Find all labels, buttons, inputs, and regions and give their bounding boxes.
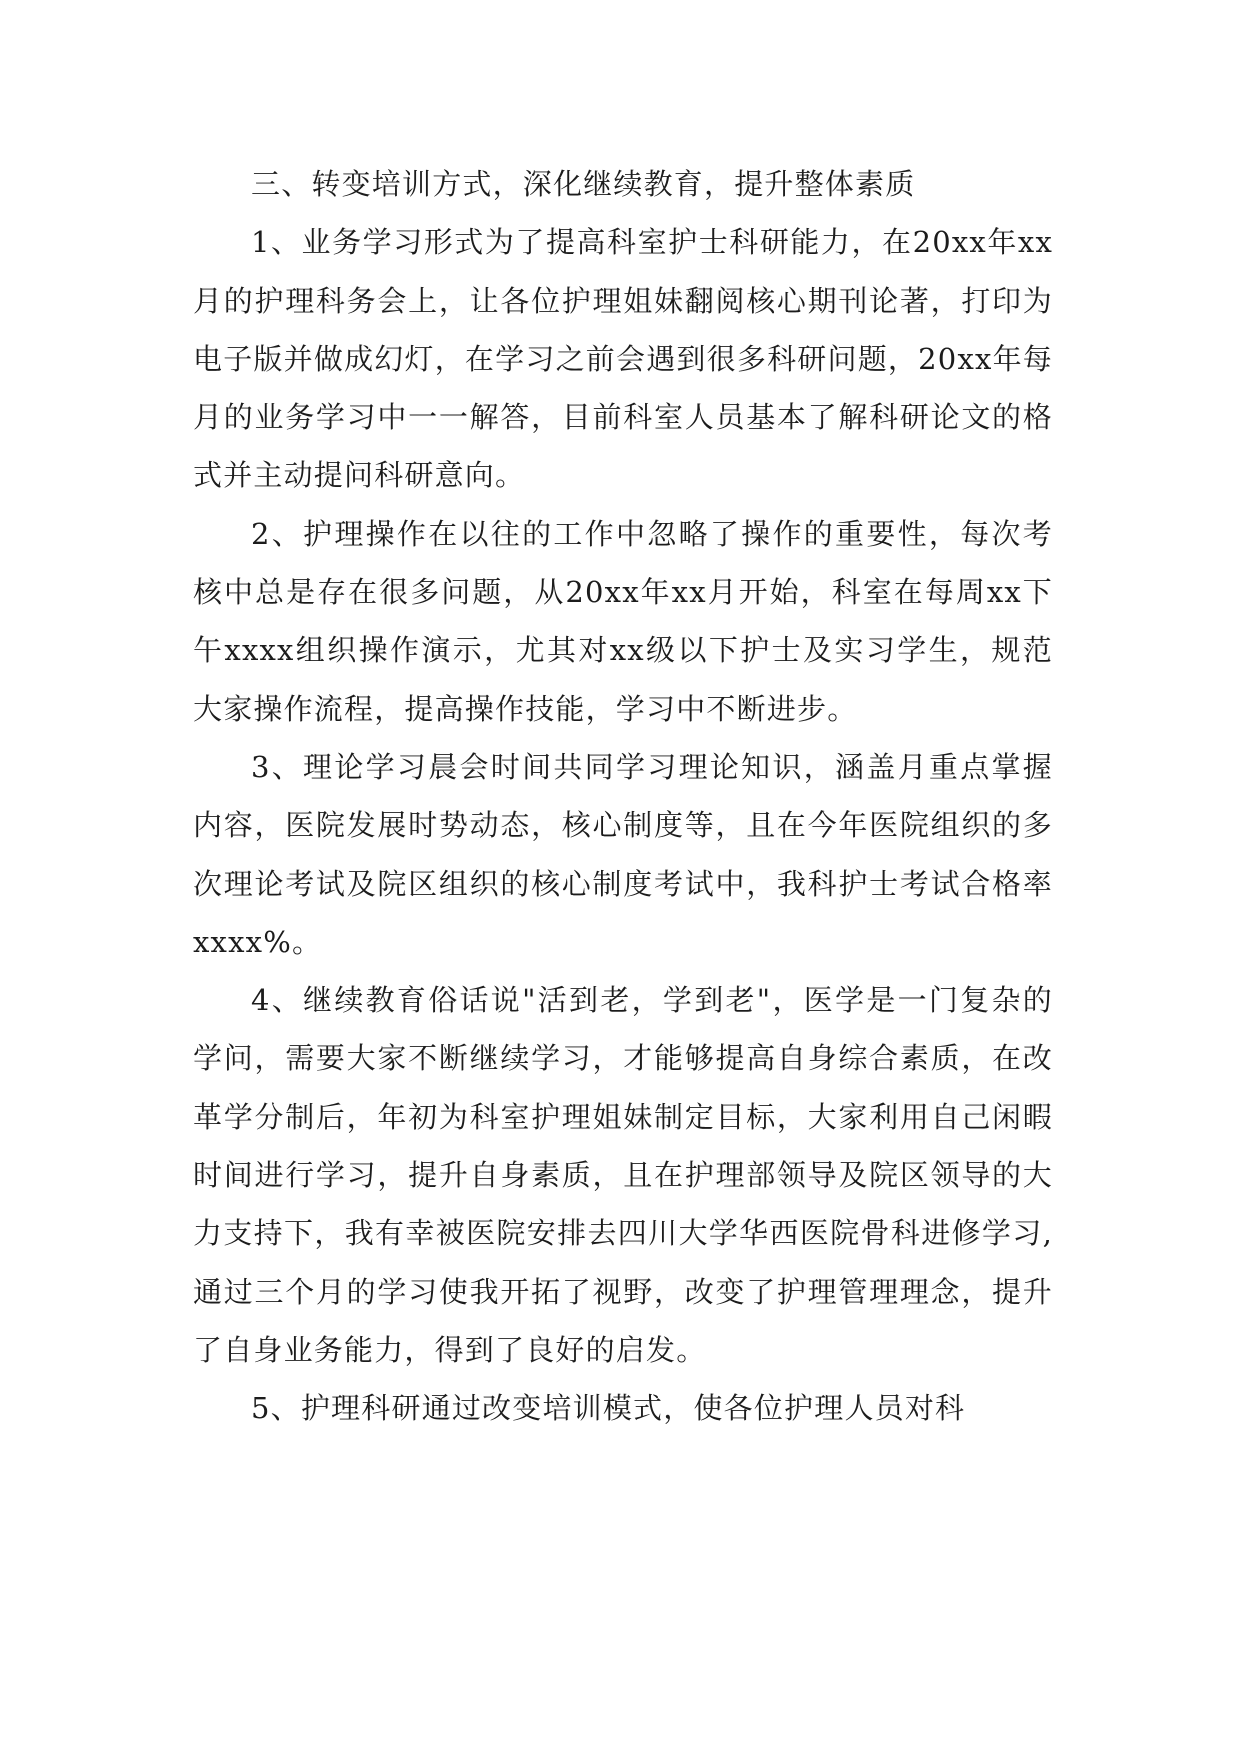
paragraph-nursing-operation: 2、护理操作在以往的工作中忽略了操作的重要性，每次考核中总是存在很多问题，从20xx年xx月开始，科室在每周xx下午xxxx组织操作演示，尤其对xx级以下护士及实习学生，规范大家操作流程，提高操作技能，学习中不断进步。 [193,516,1053,726]
paragraph-nursing-research: 5、护理科研通过改变培训模式，使各位护理人员对科 [251,1391,966,1426]
section-heading: 三、转变培训方式，深化继续教育，提升整体素质 [251,167,916,201]
document-body [193,155,1053,1438]
paragraph-theory-study: 3、理论学习晨会时间共同学习理论知识，涵盖月重点掌握内容，医院发展时势动态，核心制度等，且在今年医院组织的多次理论考试及院区组织的核心制度考试中，我科护士考试合格率xxxx%。 [193,749,1053,959]
paragraph-continuing-education: 4、继续教育俗话说"活到老，学到老"，医学是一门复杂的学问，需要大家不断继续学习，才能够提高自身综合素质，在改革学分制后，年初为科室护理姐妹制定目标，大家利用自己闲暇时间进行学习，提升自身素质，且在护理部领导及院区领导的大力支持下，我有幸被医院安排去四川大学华西医院骨科进修学习,通过三个月的学习使我开拓了视野，改变了护理管理理念，提升了自身业务能力，得到了良好的启发。 [193,983,1053,1367]
paragraph-business-study: 1、业务学习形式为了提高科室护士科研能力，在20xx年xx月的护理科务会上，让各位护理姐妹翻阅核心期刊论著，打印为电子版并做成幻灯，在学习之前会遇到很多科研问题，20xx年每月的业务学习中一一解答，目前科室人员基本了解科研论文的格式并主动提问科研意向。 [193,225,1053,493]
